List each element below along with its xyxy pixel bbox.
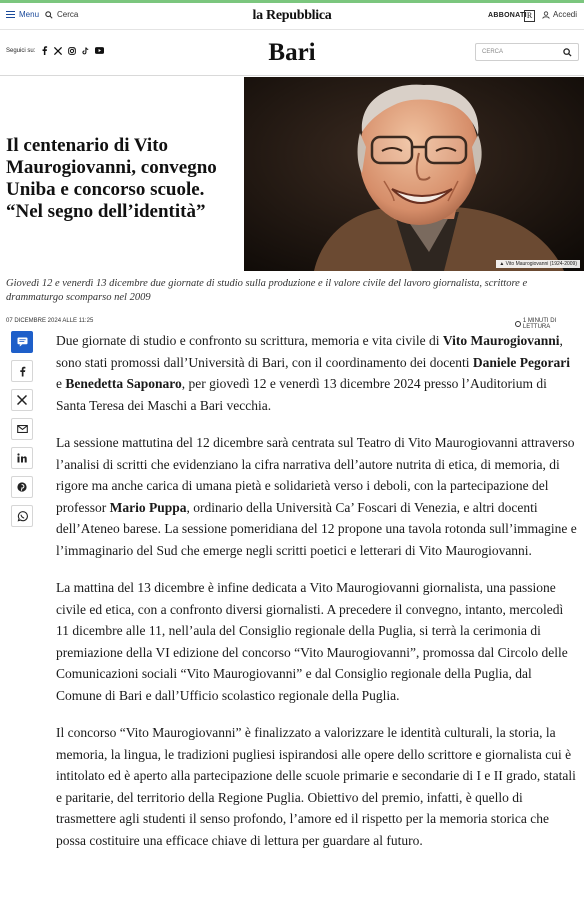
site-logo[interactable]: la Repubblica — [252, 8, 332, 23]
article-paragraph — [56, 330, 578, 416]
search-icon — [563, 48, 572, 57]
login-button[interactable] — [542, 10, 577, 19]
share-mail-button[interactable] — [11, 418, 33, 440]
article-body — [56, 330, 578, 867]
whatsapp-icon — [17, 511, 28, 522]
publish-date: 07 DICEMBRE 2024 ALLE 11:25 — [6, 318, 94, 324]
text-run: , sono stati promossi dall’Università di Bari, con il coordinamento dei docenti — [56, 333, 563, 370]
text-run: La sessione mattutina del 12 dicembre sarà centrata sul Teatro di Vito Maurogiovanni attraverso l’analisi di scritti che evidenziano la cifra narrativa dell’autore nutrita di etica, di memoria, di rigore ma anche carica di umana pietà e solidarietà verso i deboli, con la partecipazione del professor — [56, 435, 575, 515]
reading-time-label: 1 MINUTI DI LETTURA — [522, 318, 557, 330]
share-whatsapp-button[interactable] — [11, 505, 33, 527]
article-paragraph: La mattina del 13 dicembre è infine dedicata a Vito Maurogiovanni giornalista, una passione civile ed etica, con a confronto diversi giornalisti. A precedere il convegno, intanto, mercoledì 11 dicembre alle 11, nell’aula del Consiglio regionale della Puglia, si terrà la cerimonia di premiazione della VI edizione del concorso “Vito Maurogiovanni”, promossa dal Circolo delle Comunicazioni sociali “Vito Maurogiovanni” e dal Consiglio regionale della Puglia, dal Comune di Bari e dall’Ufficio scolastico regionale della Puglia. — [56, 580, 568, 703]
section-title[interactable]: Bari — [268, 39, 316, 66]
clock-icon — [515, 321, 521, 327]
share-x-button[interactable] — [11, 389, 33, 411]
person-name: Daniele Pegorari — [472, 354, 571, 370]
person-name: Mario Puppa — [109, 499, 187, 515]
subscribe-link[interactable]: ABBONATI — [488, 12, 527, 19]
person-name: Benedetta Saponaro — [65, 376, 182, 391]
article-paragraph: Il concorso “Vito Maurogiovanni” è finalizzato a valorizzare le identità culturali, la storia, la memoria, la lingua, le tradizioni pugliesi ispirandosi alle opere dello scrittore e giornalista cui è intitolato ed è aperto alla partecipazione delle scuole primarie e secondarie di I e II grado, statali e paritarie, del territorio della Regione Puglia. Obiettivo del premio, infatti, è quello di trasmettere agli studenti il senso profondo, l’amore ed il rispetto per la memoria storica che possa costituire una efficace chiave di lettura per guardare al futuro. — [56, 725, 576, 848]
pinterest-icon — [17, 482, 27, 492]
camera-icon: ▲ — [499, 261, 506, 267]
comment-icon — [17, 337, 28, 347]
article-paragraph — [56, 432, 578, 561]
portrait-image — [244, 77, 584, 271]
section-bar — [0, 31, 584, 76]
search-label: Cerca — [57, 10, 79, 19]
person-name: Vito Maurogiovanni — [442, 333, 560, 348]
image-caption — [496, 260, 580, 268]
section-search-input[interactable] — [475, 43, 579, 61]
follow-label: Seguici su: — [6, 47, 36, 54]
share-linkedin-button[interactable] — [11, 447, 33, 469]
x-icon — [17, 395, 27, 405]
text-run: , per giovedì 12 e venerdì 13 dicembre 2024 presso l’Auditorium di Santa Teresa dei Maschi a Bari vecchia. — [56, 376, 547, 413]
facebook-icon — [19, 366, 26, 377]
user-icon — [542, 11, 550, 19]
repubblica-badge[interactable]: R — [524, 10, 535, 22]
reading-time — [515, 318, 584, 330]
share-pinterest-button[interactable] — [11, 476, 33, 498]
article-headline: Il centenario di Vito Maurogiovanni, convegno Uniba e concorso scuole. “Nel segno dell’identità” — [6, 135, 217, 222]
image-caption-text: Vito Maurogiovanni (1924-2009) — [505, 261, 577, 267]
article-summary: Giovedì 12 e venerdì 13 dicembre due giornate di studio sulla produzione e il valore civile del lavoro giornalista, scrittore e drammaturgo scomparso nel 2009 — [6, 278, 528, 303]
linkedin-icon — [17, 453, 27, 463]
text-run: e — [56, 376, 66, 391]
share-facebook-button[interactable] — [11, 360, 33, 382]
mail-icon — [17, 425, 28, 433]
text-run: Due giornate di studio e confronto su scrittura, memoria e vita civile di — [56, 333, 443, 348]
share-bar — [11, 331, 33, 534]
login-label: Accedi — [553, 10, 578, 19]
top-bar — [0, 0, 584, 30]
menu-label: Menu — [19, 10, 40, 19]
comment-button[interactable] — [11, 331, 33, 353]
section-search-placeholder: CERCA — [482, 49, 504, 55]
text-run: , ordinario della Università Ca’ Foscari di Venezia, e altri docenti dell’Ateneo barese. La sessione pomeridiana del 12 propone una tavola rotonda sull’immagine e l’immaginario del Sud che emerge negli scritti poetici e letterari di Vito Maurogiovanni. — [56, 499, 577, 558]
hero-photo — [244, 77, 584, 271]
